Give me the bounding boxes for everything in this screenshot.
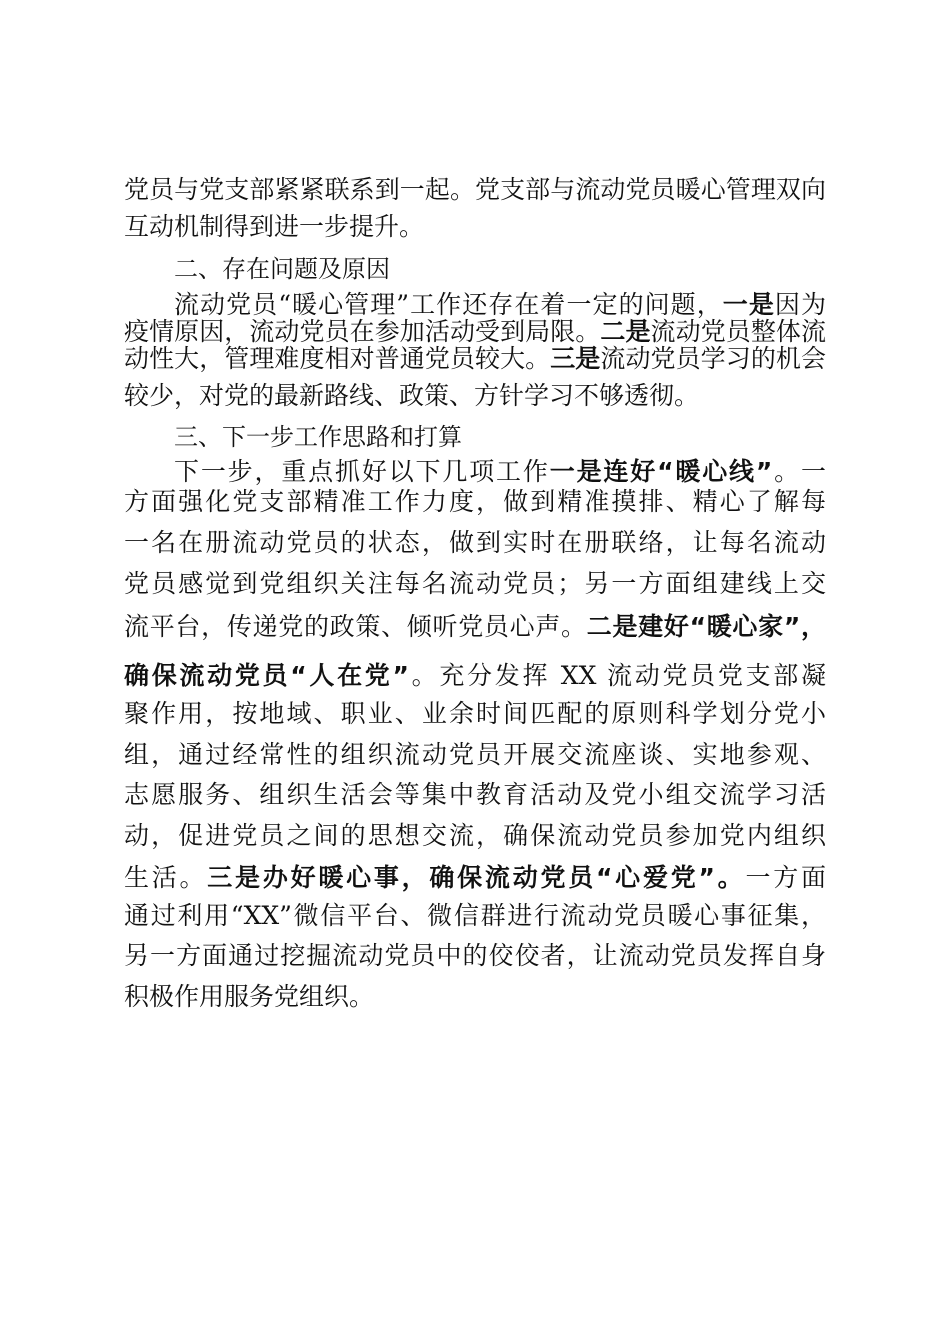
text-run: 党员与党支部紧紧联系到一起。党支部与流动党员暖心管理双向: [124, 175, 826, 204]
text-run: 一方面: [745, 863, 826, 892]
text-line: [124, 777, 826, 813]
text-run: 下一步，重点抓好以下几项工作: [174, 457, 550, 486]
bold-text-run: 一是: [722, 290, 775, 319]
text-run: 另一方面通过挖掘流动党员中的佼佼者，让流动党员发挥自身: [124, 941, 826, 970]
text-run: 流动党员整体流: [650, 317, 826, 346]
text-run: 组，通过经常性的组织流动党员开展交流座谈、实地参观、: [124, 740, 826, 769]
text-line: [124, 484, 826, 520]
text-line: [124, 979, 826, 1015]
text-run: 疫情原因，流动党员在参加活动受到局限。: [124, 317, 601, 346]
text-line: [124, 378, 826, 414]
text-run: 。一: [772, 457, 826, 486]
text-run: 较少，对党的最新路线、政策、方针学习不够透彻。: [124, 381, 700, 410]
bold-text-run: 一是连好“暖心线”: [549, 457, 773, 486]
text-run: 一名在册流动党员的状态，做到实时在册联络，让每名流动: [124, 528, 826, 557]
bold-text-run: 三是办好暖心事，确保流动党员“心爱党”。: [207, 863, 746, 892]
text-line: [124, 209, 826, 245]
text-run: 聚作用，按地域、职业、业余时间匹配的原则科学划分党小: [124, 699, 826, 728]
text-line: [124, 860, 826, 896]
text-line: [124, 658, 826, 694]
text-run: 动，促进党员之间的思想交流，确保流动党员参加党内组织: [124, 821, 826, 850]
text-line: [124, 818, 826, 854]
text-run: 生活。: [124, 863, 208, 892]
text-run: 动性大，管理难度相对普通党员较大。: [124, 344, 551, 373]
text-run: 流平台，传递党的政策、倾听党员心声。: [124, 612, 587, 641]
text-line: [124, 898, 826, 934]
text-run: 。充分发挥 XX 流动党员党支部凝: [408, 661, 826, 690]
text-run: 互动机制得到进一步提升。: [124, 212, 425, 241]
text-line: [124, 938, 826, 974]
text-run: 通过利用“XX”微信平台、微信群进行流动党员暖心事征集，: [124, 901, 826, 930]
text-run: 方面强化党支部精准工作力度，做到精准摸排、精心了解每: [124, 487, 826, 516]
text-run: 三、下一步工作思路和打算: [174, 423, 462, 451]
section-heading: [174, 419, 826, 455]
text-line: [124, 172, 826, 208]
text-run: 积极作用服务党组织。: [124, 982, 375, 1011]
text-run: 党员感觉到党组织关注每名流动党员；另一方面组建线上交: [124, 569, 826, 598]
text-run: 流动党员“暖心管理”工作还存在着一定的问题，: [174, 290, 723, 319]
text-line: [124, 525, 826, 561]
text-line: [124, 737, 826, 773]
text-run: 流动党员学习的机会: [600, 344, 826, 373]
text-run: 因为: [774, 290, 826, 319]
bold-text-run: 二是建好“暖心家”，: [586, 612, 826, 641]
text-run: 二、存在问题及原因: [174, 255, 390, 283]
text-line: [124, 566, 826, 602]
text-line: [124, 609, 826, 645]
text-line: [124, 696, 826, 732]
text-line: [124, 341, 826, 377]
bold-text-run: 确保流动党员“人在党”: [124, 661, 409, 690]
section-heading: [174, 251, 826, 287]
bold-text-run: 二是: [600, 317, 651, 346]
bold-text-run: 三是: [550, 344, 601, 373]
text-run: 志愿服务、组织生活会等集中教育活动及党小组交流学习活: [124, 780, 826, 809]
